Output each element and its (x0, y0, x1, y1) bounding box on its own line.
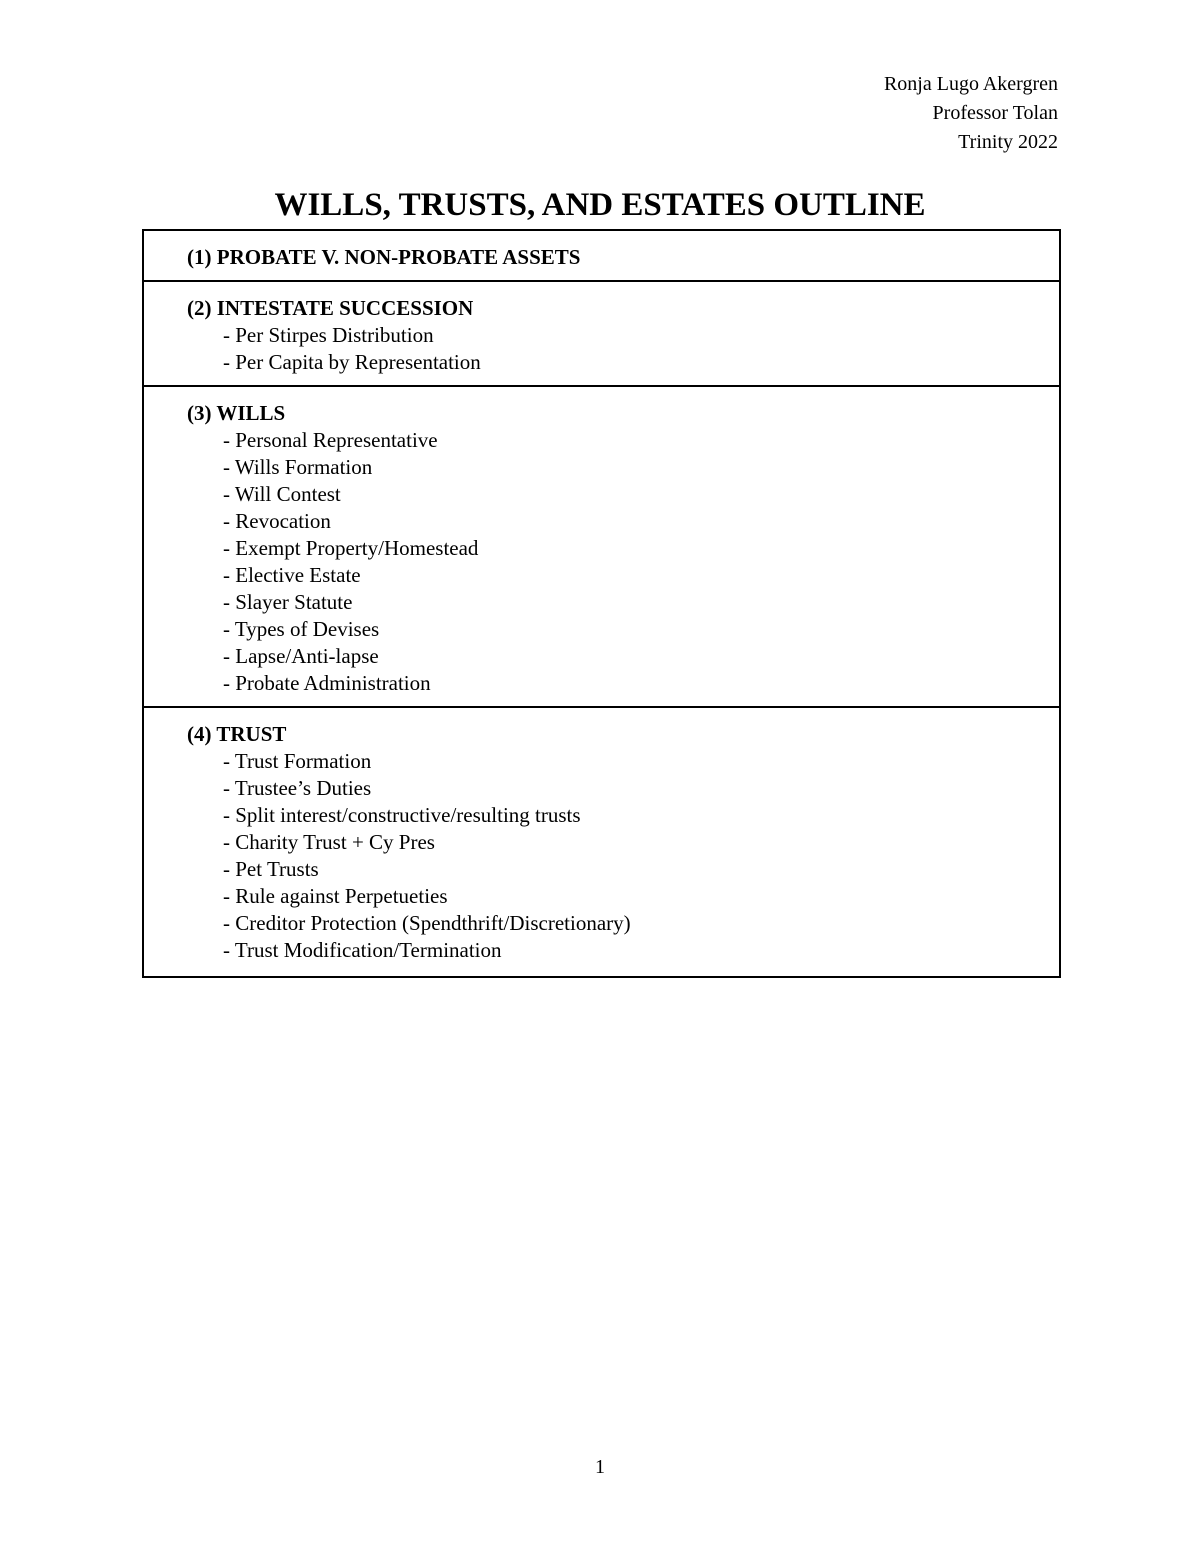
list-item: - Trust Modification/Termination (223, 938, 502, 962)
list-item: - Elective Estate (223, 563, 361, 587)
section-heading: (3) WILLS (187, 401, 286, 425)
list-item: - Probate Administration (223, 671, 431, 695)
list-item: - Types of Devises (223, 617, 380, 641)
document-header (884, 70, 1058, 157)
section-intestate-succession (144, 282, 1059, 387)
section-trust (144, 708, 1059, 976)
list-item: - Revocation (223, 509, 331, 533)
section-heading: (4) TRUST (187, 722, 287, 746)
list-item: - Slayer Statute (223, 590, 353, 614)
list-item: - Wills Formation (223, 455, 373, 479)
section-heading: (1) PROBATE V. NON-PROBATE ASSETS (187, 245, 581, 269)
list-item: - Exempt Property/Homestead (223, 536, 479, 560)
section-heading: (2) INTESTATE SUCCESSION (187, 296, 474, 320)
outline-table (142, 229, 1061, 978)
list-item: - Trust Formation (223, 749, 372, 773)
list-item: - Trustee’s Duties (223, 776, 372, 800)
section-item-list (187, 322, 1059, 376)
list-item: - Lapse/Anti-lapse (223, 644, 379, 668)
list-item: - Per Stirpes Distribution (223, 323, 434, 347)
list-item: - Per Capita by Representation (223, 350, 481, 374)
professor-name: Professor Tolan (932, 102, 1058, 124)
page-number: 1 (595, 1456, 605, 1478)
list-item: - Rule against Perpetueties (223, 884, 448, 908)
section-item-list (187, 427, 1059, 697)
author-name: Ronja Lugo Akergren (883, 73, 1058, 95)
list-item: - Pet Trusts (223, 857, 319, 881)
list-item: - Creditor Protection (Spendthrift/Discretionary) (223, 911, 631, 935)
list-item: - Charity Trust + Cy Pres (223, 830, 435, 854)
section-item-list (187, 748, 1059, 964)
list-item: - Personal Representative (223, 428, 438, 452)
document-title: WILLS, TRUSTS, AND ESTATES OUTLINE (274, 187, 926, 223)
list-item: - Split interest/constructive/resulting trusts (223, 803, 581, 827)
list-item: - Will Contest (223, 482, 341, 506)
section-probate (144, 231, 1059, 282)
section-wills (144, 387, 1059, 708)
term-label: Trinity 2022 (958, 131, 1058, 153)
